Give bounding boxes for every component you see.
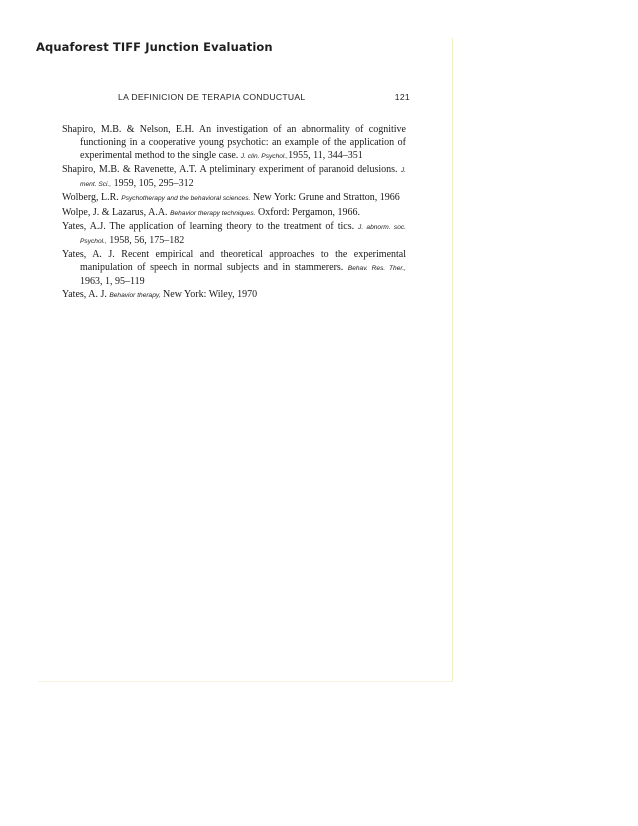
reference-entry [62,249,406,288]
watermark-text: Aquaforest TIFF Junction Evaluation [36,40,273,54]
reference-citation: New York: Grune and Stratton, 1966 [250,192,400,204]
reference-journal: J. abnorm. soc. Psychol., [80,223,406,245]
reference-citation: 1958, 56, 175–182 [106,234,185,246]
reference-citation: Oxford: Pergamon, 1966. [255,206,361,218]
reference-citation: 1959, 105, 295–312 [111,177,194,189]
reference-entry [62,221,406,249]
reference-entry [62,207,406,221]
running-head-title: LA DEFINICION DE TERAPIA CONDUCTUAL [118,92,306,102]
page-number: 121 [394,92,410,102]
reference-citation: 1963, 1, 95–119 [80,275,145,287]
reference-journal: Behavior therapy, [109,292,161,300]
reference-citation: 1955, 11, 344–351 [288,149,363,161]
reference-journal: Behav. Res. Ther., [347,264,406,272]
reference-text: Wolpe, J. & Lazarus, A.A. [62,206,171,218]
reference-text: Shapiro, M.B. & Nelson, E.H. An investigation of an abnormality of cognitive functioning in a cooperative young psychotic: an example of the application of experimental method to the single case. [62,124,406,161]
reference-citation: New York: Wiley, 1970 [160,289,258,301]
reference-journal: Psychotherapy and the behavioral sciences. [121,195,251,203]
reference-text: Wolberg, L.R. [62,192,122,204]
reference-journal: J. ment. Sci., [80,166,406,188]
reference-entry [62,124,406,163]
reference-entry [62,164,406,192]
reference-journal: J. clin. Psychol., [240,152,289,160]
reference-entry [62,192,406,206]
reference-text: Yates, A. J. Recent empirical and theoretical approaches to the experimental manipulation of speech in normal subjects and in stammerers. [62,249,406,273]
reference-entry [62,289,406,303]
reference-text: Yates, A. J. [62,289,110,301]
reference-list [62,124,406,304]
reference-text: Yates, A.J. The application of learning theory to the treatment of tics. [62,220,359,232]
reference-text: Shapiro, M.B. & Ravenette, A.T. A pteliminary experiment of paranoid delusions. [62,163,401,175]
reference-journal: Behavior therapy techniques. [170,209,256,217]
